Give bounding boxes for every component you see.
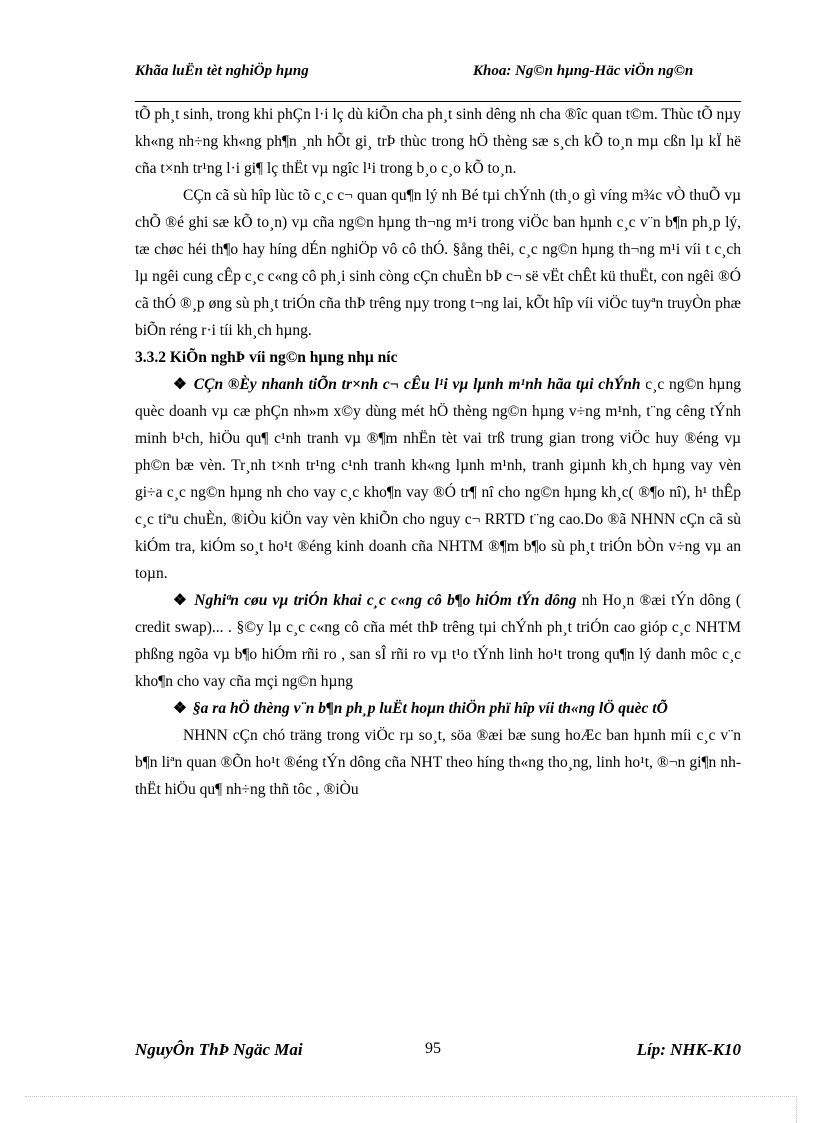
bullet-diamond-icon: ❖: [173, 376, 188, 393]
page-header: [135, 62, 741, 100]
page-number: 95: [425, 1040, 441, 1057]
paragraph-coordination: CÇn cã sù hîp lùc tõ c¸c c¬ quan qu¶n lý nh Bé tµi chÝnh (th¸o gì víng m¾c vÒ thuÕ vµ chÕ ®é ghi sæ kÕ to¸n) vµ cña ng©n hµng th¬ng m¹i trong viÖc ban hµnh c¸c v¨n b¶n ph¸p lý, tæ chøc héi th¶o hay híng dÉn nghiÖp vô cô thÓ. §ång thêi, c¸c ng©n hµng th¬ng m¹i víi t c¸ch lµ ngêi cung cÊp c¸c c«ng cô ph¸i sinh còng cÇn chuÈn bÞ c¬ së vËt chÊt kü thuËt, con ngêi ®Ó cã thÓ ®¸p øng sù ph¸t triÓn cña thÞ trêng nµy trong t¬ng lai, kÕt hîp víi viÖc tuyªn truyÒn phæ biÕn réng r·i tíi kh¸ch hµng.: [135, 187, 741, 339]
header-thesis-label: Khãa luËn tèt nghiÖp hµng: [135, 63, 309, 79]
bullet-legal-framework: [135, 695, 741, 722]
paragraph-regulation: NHNN cÇn chó träng trong viÖc rµ so¸t, söa ®æi bæ sung hoÆc ban hµnh míi c¸c v¨n b¶n liªn quan ®Õn ho¹t ®éng tÝn dông cña NHT theo híng th«ng tho¸ng, linh ho¹t, ®¬n gi¶n nh thËt hiÖu qu¶ nh÷ng thñ tôc , ®iÒu: [135, 727, 741, 798]
bullet-title: CÇn ®Èy nhanh tiÕn tr×nh c¬ cÊu l¹i vµ lµnh m¹nh hãa tµi chÝnh: [193, 376, 641, 393]
footer-class: Líp: NHK-K10: [636, 1040, 741, 1059]
bullet-text: c¸c ng©n hµng quèc doanh vµ cæ phÇn nh»m x©y dùng mét hÖ thèng ng©n hµng v÷ng m¹nh, t¨ng cêng tÝnh minh b¹ch, hiÖu qu¶ c¹nh tranh vµ ®¶m nhËn tèt vai trß trung gian trong viÖc huy ®éng vµ ph©n bæ vèn. Tr¸nh t×nh tr¹ng c¹nh tranh kh«ng lµnh m¹nh, tranh giµnh kh¸ch hµng vay vèn gi÷a c¸c ng©n hµng nh cho vay c¸c kho¶n vay ®Ó tr¶ nî cho ng©n hµng kh¸c( ®¶o nî), h¹ thÊp c¸c tiªu chuÈn, ®iÒu kiÖn vay vèn khiÕn cho nguy c¬ RRTD t¨ng cao.Do ®ã NHNN cÇn cã sù kiÓm tra, kiÓm so¸t ho¹t ®éng kinh doanh cña NHTM ®¶m b¶o sù ph¸t triÓn bÒn v÷ng vµ an toµn.: [135, 376, 741, 582]
page-edge-guide-vertical: [796, 1096, 797, 1123]
page-body: [135, 101, 741, 803]
bullet-credit-insurance: [135, 587, 741, 695]
footer-author: NguyÔn ThÞ Ngäc Mai: [135, 1040, 303, 1059]
bullet-title: §a ra hÖ thèng v¨n b¶n ph¸p luËt hoµn thiÖn phï hîp víi th«ng lÖ quèc tÕ: [192, 700, 668, 717]
bullet-diamond-icon: ❖: [173, 700, 187, 717]
page-edge-guide: [25, 1096, 795, 1097]
bullet-restructure: [135, 371, 741, 587]
page-footer: [135, 1040, 741, 1064]
bullet-text: nh Ho¸n ®æi tÝn dông ( credit swap)... . §©y lµ c¸c c«ng cô cña mét thÞ trêng tµi chÝnh ph¸t triÓn cao gióp c¸c NHTM phßng ngõa vµ b¶o hiÓm rñi ro , san sÎ rñi ro vµ t¹o tÝnh linh ho¹t trong qu¶n lý danh môc c¸c kho¶n cho vay cña mçi ng©n hµng: [135, 592, 741, 690]
section-heading: 3.3.2 KiÕn nghÞ víi ng©n hµng nhµ níc: [135, 349, 398, 366]
bullet-title: Nghiªn cøu vµ triÓn khai c¸c c«ng cô b¶o hiÓm tÝn dông: [194, 592, 577, 609]
bullet-diamond-icon: ❖: [173, 592, 189, 609]
paragraph-continuation: tÕ ph¸t sinh, trong khi phÇn l·i lç dù kiÕn cha ph¸t sinh dêng nh cha ®îc quan t©m. Thùc tÕ nµy kh«ng nh÷ng kh«ng ph¶n ¸nh hÕt gi¸ trÞ thùc trong hÖ thèng sæ s¸ch kÕ to¸n mµ cßn lµ kÏ hë cña t×nh tr¹ng l·i gi¶ lç thËt vµ ngîc l¹i trong b¸o c¸o kÕ to¸n.: [135, 106, 741, 177]
header-faculty-label: Khoa: Ng©n hµng-Häc viÖn ng©n: [473, 63, 694, 79]
